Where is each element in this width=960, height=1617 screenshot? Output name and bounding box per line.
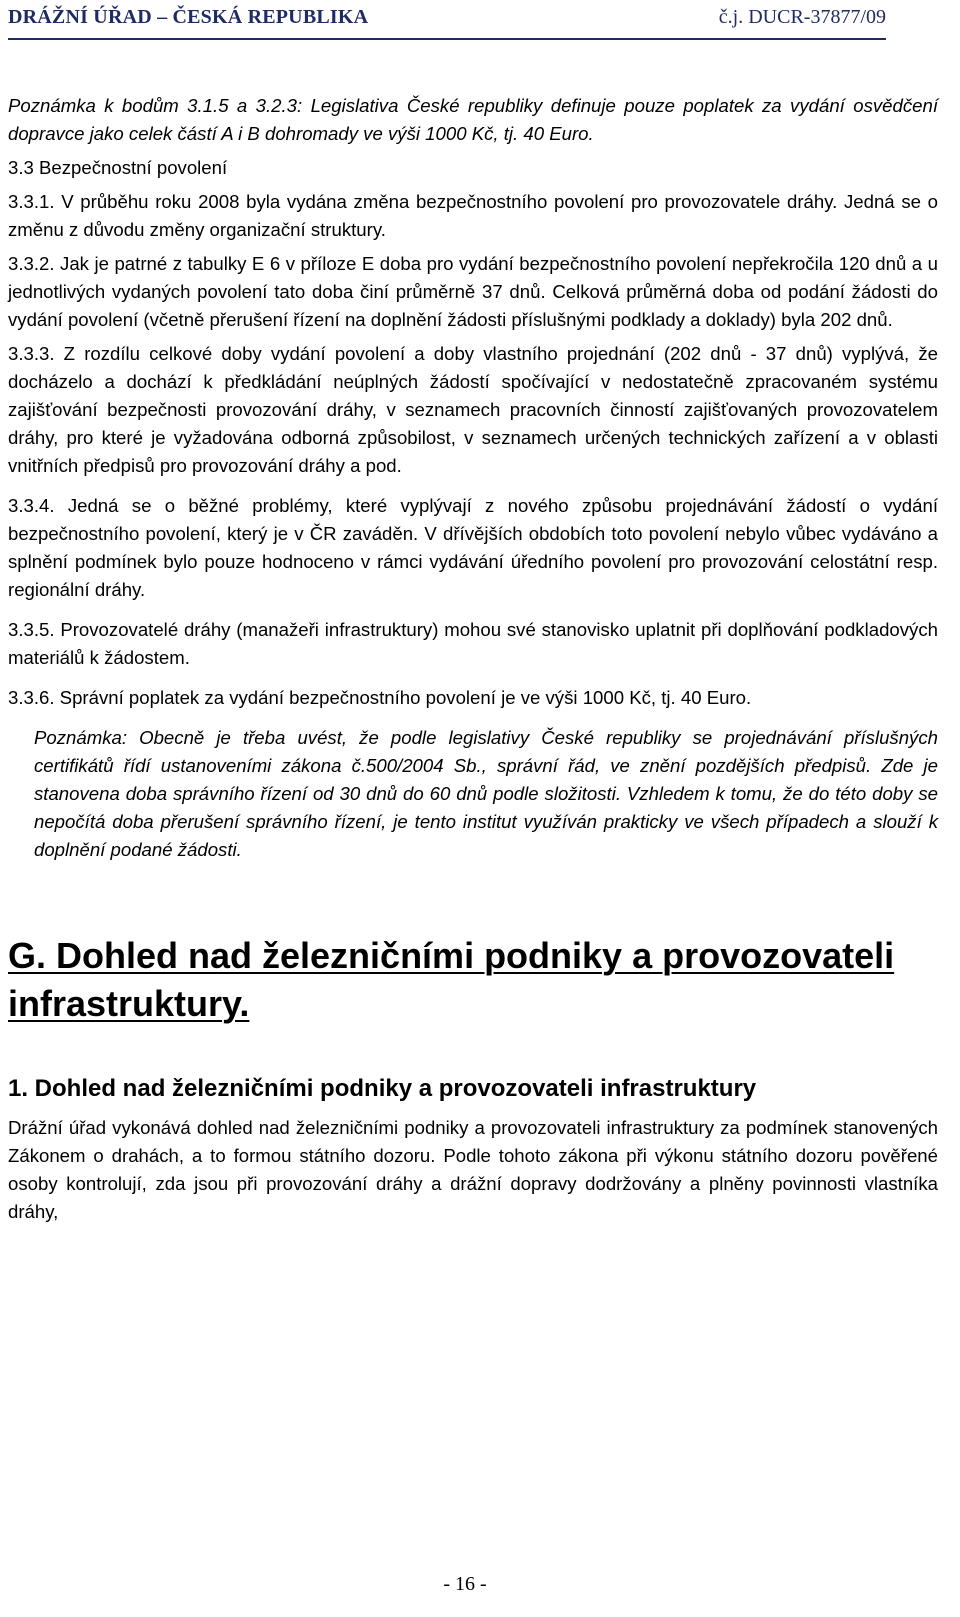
document-header [8,2,886,38]
chapter-heading-g: G. Dohled nad železničními podniky a provozovateli infrastruktury. [8,935,895,1024]
paragraph-3-3-2: 3.3.2. Jak je patrné z tabulky E 6 v příloze E doba pro vydání bezpečnostního povolení nepřekročila 120 dnů a u jednotlivých vydaných povolení tato doba činí průměrně 37 dnů. Celková průměrná doba od podání žádosti do vydání povolení (včetně přerušení řízení na doplnění žádosti příslušnými podklady a doklady) byla 202 dnů. [8,253,938,330]
header-rule [8,38,886,40]
header-reference-number: č.j. DUCR-37877/09 [718,6,886,28]
page-number: - 16 - [443,1573,487,1595]
paragraph-3-3-3: 3.3.3. Z rozdílu celkové doby vydání povolení a doby vlastního projednání (202 dnů - 37 dnů) vyplývá, že docházelo a dochází k předkládání neúplných žádostí spočívající v nedostatečně zpracovaném systému zajišťování bezpečnosti provozování dráhy, v seznamech pracovních činností zajišťovaných provozovatelem dráhy, pro které je vyžadována odborná způsobilost, v seznamech určených technických zařízení a v oblasti vnitřních předpisů pro provozování dráhy a pod. [8,343,938,476]
paragraph-3-3-4: 3.3.4. Jedná se o běžné problémy, které vyplývají z nového způsobu projednávání žádostí o vydání bezpečnostního povolení, který je v ČR zaváděn. V dřívějších obdobích toto povolení nebylo vůbec vydáváno a splnění podmínek bylo pouze hodnoceno v rámci vydávání úředního povolení pro provozování celostátní resp. regionální dráhy. [8,495,938,600]
paragraph-3-3-5: 3.3.5. Provozovatelé dráhy (manažeři infrastruktury) mohou své stanovisko uplatnit při doplňování podkladových materiálů k žádostem. [8,619,938,668]
paragraph-3-3-1: 3.3.1. V průběhu roku 2008 byla vydána změna bezpečnostního povolení pro provozovatele dráhy. Jedná se o změnu z důvodu změny organizační struktury. [8,191,938,240]
header-authority: DRÁŽNÍ ÚŘAD – ČESKÁ REPUBLIKA [8,6,369,28]
general-note: Poznámka: Obecně je třeba uvést, že podle legislativy České republiky se projednávání příslušných certifikátů řídí ustanoveními zákona č.500/2004 Sb., správní řád, ve znění pozdějších předpisů. Zde je stanovena doba správního řízení od 30 dnů do 60 dnů podle složitosti. Vzhledem k tomu, že do této doby se nepočítá doba přerušení správního řízení, je tento institut využíván prakticky ve všech případech a slouží k doplnění podané žádosti. [34,727,938,860]
section-heading-1: 1. Dohled nad železničními podniky a provozovateli infrastruktury [8,1075,757,1102]
subsection-heading-3-3: 3.3 Bezpečnostní povolení [8,157,228,178]
document-body [8,92,938,1226]
paragraph-3-3-6: 3.3.6. Správní poplatek za vydání bezpečnostního povolení je ve výši 1000 Kč, tj. 40 Euro. [8,687,752,708]
section-1-body: Drážní úřad vykonává dohled nad železničními podniky a provozovateli infrastruktury za podmínek stanovených Zákonem o drahách, a to formou státního dozoru. Podle tohoto zákona při výkonu státního dozoru pověřené osoby kontrolují, zda jsou při provozování dráhy a drážní dopravy dodržovány a plněny povinnosti vlastníka dráhy, [8,1117,938,1222]
note-points-3-1-5-3-2-3: Poznámka k bodům 3.1.5 a 3.2.3: Legislativa České republiky definuje pouze poplatek za vydání osvědčení dopravce jako celek částí A i B dohromady ve výši 1000 Kč, tj. 40 Euro. [8,95,938,144]
